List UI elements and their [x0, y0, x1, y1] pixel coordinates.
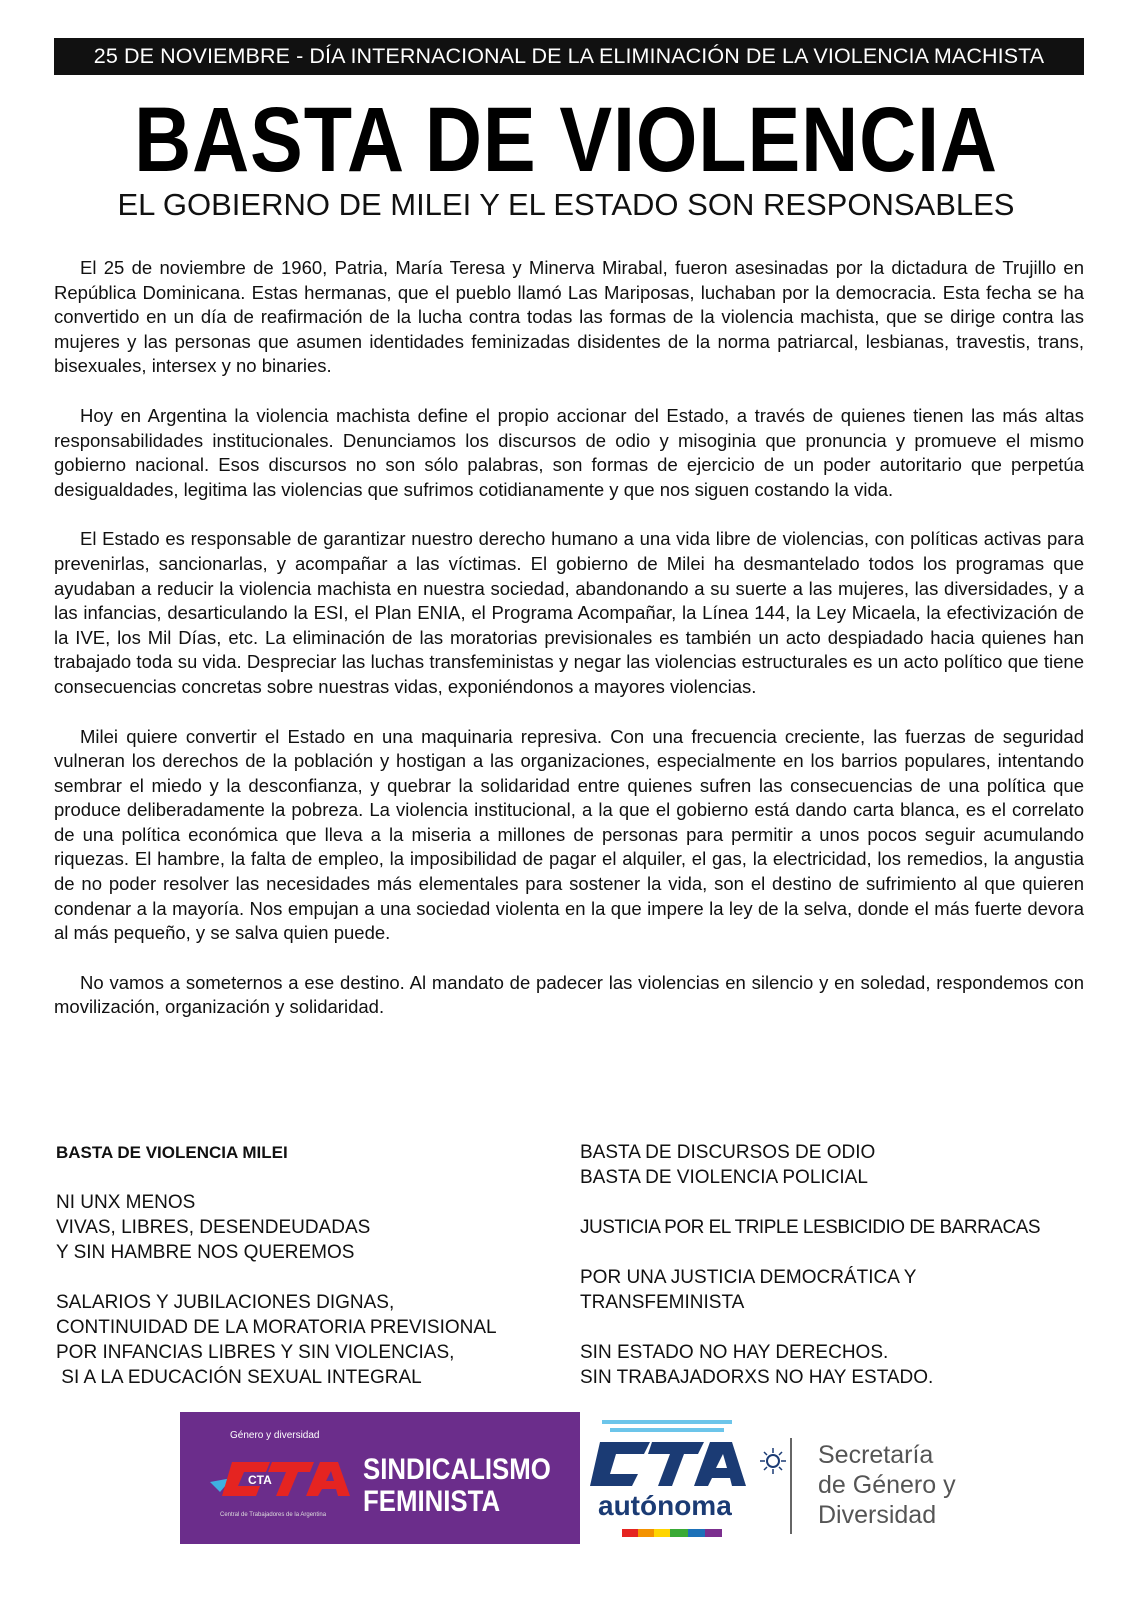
- secretaria-label: [818, 1440, 956, 1530]
- paragraph: Hoy en Argentina la violencia machista define el propio accionar del Estado, a través de quienes tienen las más altas responsabilidades institucionales. Denunciamos los discursos de odio y misoginia que pronuncia y promueve el mismo gobierno nacional. Esos discursos no son sólo palabras, son formas de ejercicio de un poder autoritario que perpetúa desigualdades, legitima las violencias que sufrimos cotidianamente y que nos siguen costando la vida.: [54, 404, 1084, 500]
- logo-divider: [790, 1438, 792, 1534]
- headline: BASTA DE VIOLENCIA: [134, 89, 998, 191]
- logo-name-line: FEMINISTA: [363, 1485, 501, 1518]
- sun-icon: [760, 1448, 786, 1474]
- secretaria-line: Secretaría: [818, 1441, 934, 1469]
- sindicalismo-feminista-logo: [180, 1412, 580, 1544]
- slogan-line: POR INFANCIAS LIBRES Y SIN VIOLENCIAS,: [56, 1342, 455, 1363]
- cta-acronym: CTA: [626, 1462, 646, 1473]
- cta-stripes-icon: [602, 1420, 732, 1434]
- slogan-heading: BASTA DE VIOLENCIA MILEI: [56, 1143, 288, 1162]
- slogan-line: TRANSFEMINISTA: [580, 1292, 745, 1313]
- logo-tagline: Género y diversidad: [230, 1430, 320, 1441]
- paragraph: No vamos a someternos a ese destino. Al mandato de padecer las violencias en silencio y en soledad, respondemos con movilización, organización y solidaridad.: [54, 971, 1084, 1018]
- cta-blue-logo-icon: [586, 1436, 756, 1492]
- slogan-line: SIN TRABAJADORXS NO HAY ESTADO.: [580, 1367, 934, 1388]
- body-text: [54, 256, 1084, 1045]
- slogan-line: BASTA DE VIOLENCIA POLICIAL: [580, 1167, 868, 1188]
- slogan-line: SALARIOS Y JUBILACIONES DIGNAS,: [56, 1292, 395, 1313]
- subheadline: EL GOBIERNO DE MILEI Y EL ESTADO SON RESPONSABLES: [117, 187, 1015, 222]
- date-banner: 25 DE NOVIEMBRE - DÍA INTERNACIONAL DE LA ELIMINACIÓN DE LA VIOLENCIA MACHISTA: [54, 38, 1084, 75]
- logo-small-text: Central de Trabajadores de la Argentina: [220, 1512, 327, 1518]
- secretaria-line: Diversidad: [818, 1501, 937, 1529]
- paragraph: Milei quiere convertir el Estado en una maquinaria represiva. Con una frecuencia creciente, las fuerzas de seguridad vulneran los derechos de la población y hostigan a las organizaciones, especialmente en los barrios populares, intentando sembrar el miedo y la desconfianza, y quebrar la solidaridad entre quienes sufren las consecuencias de una política que produce deliberadamente la pobreza. La violencia institucional, a la que el gobierno está dando carta blanca, es el correlato de una política económica que lleva a la miseria a millones de personas para permitir a unos pocos seguir acumulando riquezas. El hambre, la falta de empleo, la imposibilidad de pagar el alquiler, el gas, la electricidad, los remedios, la angustia de no poder resolver las necesidades más elementales para sostener la vida, son el destino de sufrimiento al que quieren condenar a la mayoría. Nos empujan a una sociedad violenta en la que impere la ley de la selva, donde el más fuerte devora al más pequeño, y se salva quien puede.: [54, 725, 1084, 944]
- slogan-line: JUSTICIA POR EL TRIPLE LESBICIDIO DE BARRACAS: [580, 1217, 1041, 1238]
- cta-acronym: CTA: [248, 1473, 272, 1487]
- logo-name-line: SINDICALISMO: [363, 1453, 551, 1486]
- cta-autonoma-logo: [582, 1412, 972, 1544]
- paragraph: El Estado es responsable de garantizar nuestro derecho humano a una vida libre de violencias, con políticas activas para prevenirlas, sancionarlas, y acompañar a las víctimas. El gobierno de Milei ha desmantelado todos los programas que ayudaban a reducir la violencia machista en nuestra sociedad, abandonando a su suerte a las mujeres, las diversidades, y a las infancias, desarticulando la ESI, el Plan ENIA, el Programa Acompañar, la Línea 144, la Ley Micaela, la efectivización de la IVE, los Mil Días, etc. La eliminación de las moratorias previsionales es también un acto despiadado hacia quienes han trabajado toda su vida. Despreciar las luchas transfeministas y negar las violencias estructurales es un acto político que tiene consecuencias concretas sobre nuestras vidas, exponiéndonos a mayores violencias.: [54, 528, 1084, 697]
- slogans-left-column: [56, 1140, 546, 1390]
- slogan-line: BASTA DE DISCURSOS DE ODIO: [580, 1142, 876, 1163]
- slogan-line: SI A LA EDUCACIÓN SEXUAL INTEGRAL: [56, 1367, 422, 1388]
- rainbow-stripe-icon: [622, 1529, 722, 1537]
- slogan-line: VIVAS, LIBRES, DESENDEUDADAS: [56, 1217, 371, 1238]
- slogan-line: Y SIN HAMBRE NOS QUEREMOS: [56, 1242, 355, 1263]
- slogan-line: POR UNA JUSTICIA DEMOCRÁTICA Y: [580, 1267, 917, 1288]
- autonoma-label: autónoma: [598, 1490, 732, 1521]
- cta-red-logo-icon: [210, 1452, 358, 1504]
- logo-name: [363, 1454, 551, 1518]
- slogan-line: NI UNX MENOS: [56, 1192, 196, 1213]
- paragraph: El 25 de noviembre de 1960, Patria, María Teresa y Minerva Mirabal, fueron asesinadas por la dictadura de Trujillo en República Dominicana. Estas hermanas, que el pueblo llamó Las Mariposas, luchaban por la democracia. Esta fecha se ha convertido en un día de reafirmación de la lucha contra todas las formas de la violencia machista, que se dirige contra las mujeres y las personas que asumen identidades feminizadas disidentes de la norma patriarcal, lesbianas, travestis, trans, bisexuales, intersex y no binaries.: [54, 257, 1084, 377]
- secretaria-line: de Género y: [818, 1471, 956, 1499]
- slogans-right-column: [580, 1140, 1100, 1390]
- slogan-line: SIN ESTADO NO HAY DERECHOS.: [580, 1342, 889, 1363]
- slogan-line: CONTINUIDAD DE LA MORATORIA PREVISIONAL: [56, 1317, 497, 1338]
